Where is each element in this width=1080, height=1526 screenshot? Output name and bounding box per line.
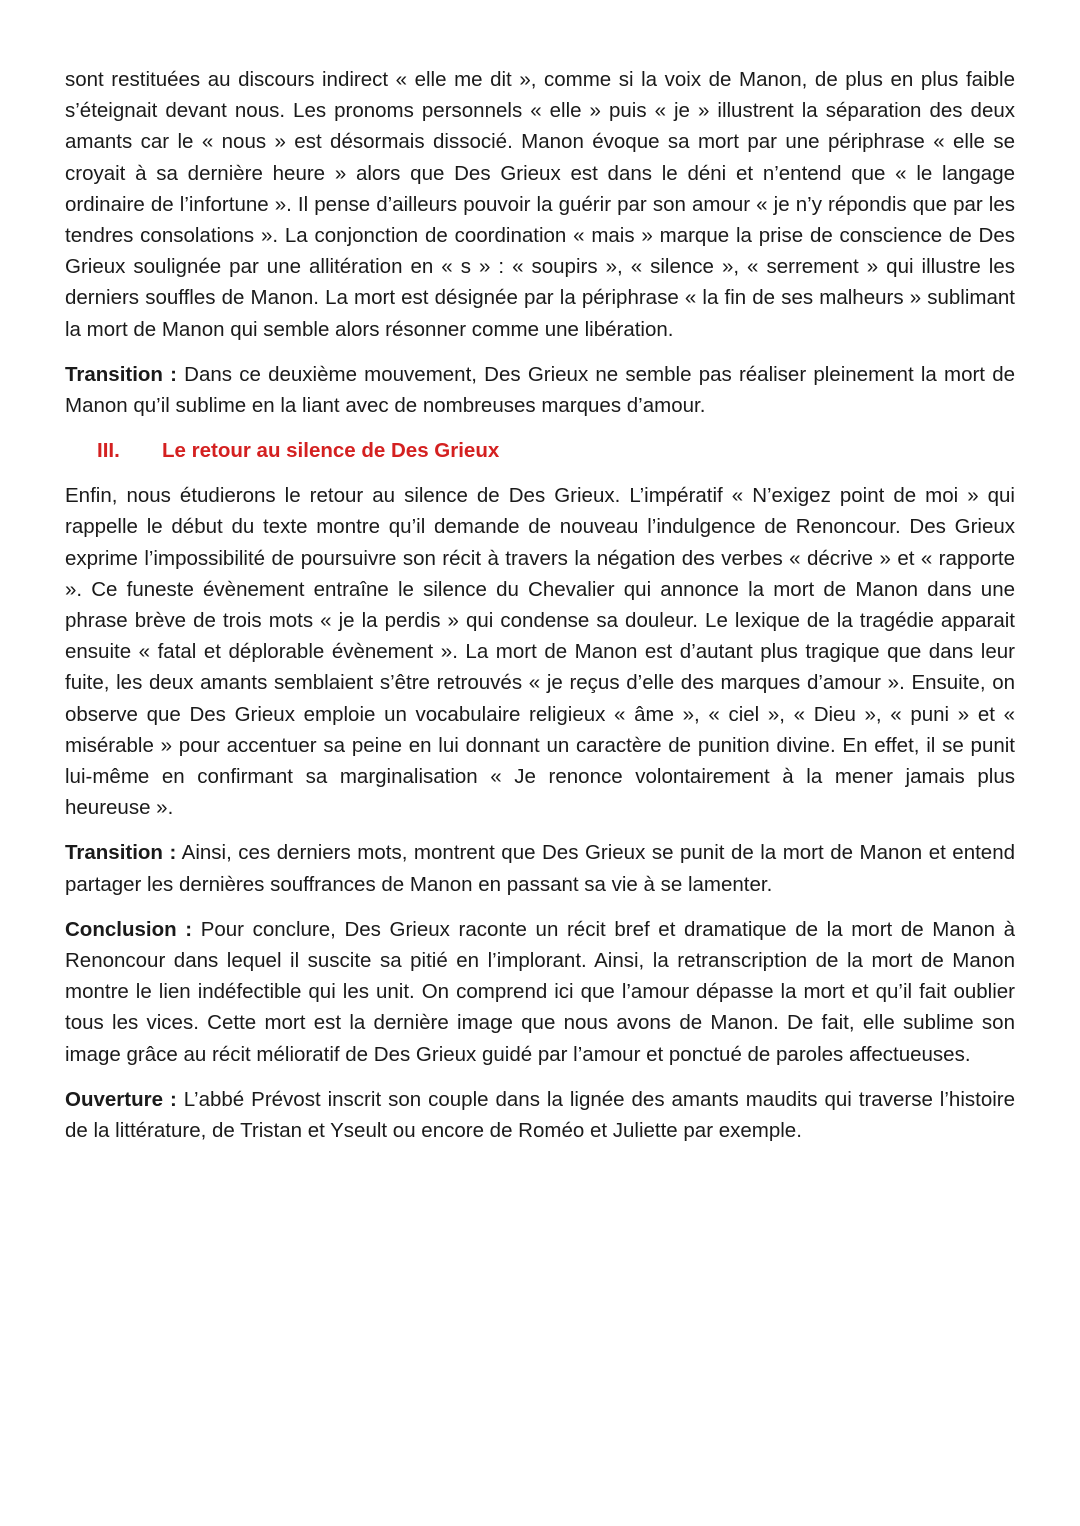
conclusion-label: Conclusion : bbox=[65, 917, 193, 941]
ouverture-text: L’abbé Prévost inscrit son couple dans la lignée des amants maudits qui traverse l’histoire de la littérature, de Tristan et Yseult ou encore de Roméo et Juliette par exemple. bbox=[65, 1087, 1015, 1143]
transition-paragraph-2 bbox=[65, 837, 1015, 899]
conclusion-paragraph bbox=[65, 914, 1015, 1070]
conclusion-text: Pour conclure, Des Grieux raconte un récit bref et dramatique de la mort de Manon à Renoncour dans lequel il suscite sa pitié en l’implorant. Ainsi, la retranscription de la mort de Manon montre le lien indéfectible qui les unit. On comprend ici que l’amour dépasse la mort et qu’il fait oublier tous les vices. Cette mort est la dernière image que nous avons de Manon. De fait, elle sublime son image grâce au récit mélioratif de Des Grieux guidé par l’amour et ponctué de paroles affectueuses. bbox=[65, 917, 1015, 1066]
transition-text-1: Dans ce deuxième mouvement, Des Grieux ne semble pas réaliser pleinement la mort de Manon qu’il sublime en la liant avec de nombreuses marques d’amour. bbox=[65, 362, 1015, 418]
transition-label-2: Transition : bbox=[65, 841, 177, 865]
section-title-text: Le retour au silence de Des Grieux bbox=[162, 439, 500, 463]
ouverture-label: Ouverture : bbox=[65, 1087, 177, 1111]
section3-paragraph: Enfin, nous étudierons le retour au silence de Des Grieux. L’impératif « N’exigez point de moi » qui rappelle le début du texte montre qu’il demande de nouveau l’indulgence de Renoncour. Des Grieux exprime l’impossibilité de poursuivre son récit à travers la négation des verbes « décrive » et « rapporte ». Ce funeste évènement entraîne le silence du Chevalier qui annonce la mort de Manon dans une phrase brève de trois mots « je la perdis » qui condense sa douleur. Le lexique de la tragédie apparait ensuite « fatal et déplorable évènement ». La mort de Manon est d’autant plus tragique que dans leur fuite, les deux amants semblaient s’être retrouvés « je reçus d’elle des marques d’amour ». Ensuite, on observe que Des Grieux emploie un vocabulaire religieux « âme », « ciel », « Dieu », « puni » et « misérable » pour accentuer sa peine en lui donnant un caractère de punition divine. En effet, il se punit lui-même en confirmant sa marginalisation « Je renonce volontairement à la mener jamais plus heureuse ». bbox=[65, 484, 1015, 820]
transition-paragraph-1 bbox=[65, 359, 1015, 421]
document-page bbox=[65, 64, 1015, 1160]
intro-paragraph: sont restituées au discours indirect « elle me dit », comme si la voix de Manon, de plus en plus faible s’éteignait devant nous. Les pronoms personnels « elle » puis « je » illustrent la séparation des deux amants car le « nous » est désormais dissocié. Manon évoque sa mort par une périphrase « elle se croyait à sa dernière heure » alors que Des Grieux est dans le déni et n’entend que « le langage ordinaire de l’infortune ». Il pense d’ailleurs pouvoir la guérir par son amour « je n’y répondis que par les tendres consolations ». La conjonction de coordination « mais » marque la prise de conscience de Des Grieux soulignée par une allitération en « s » : « soupirs », « silence », « serrement » qui illustre les derniers souffles de Manon. La mort est désignée par la périphrase « la fin de ses malheurs » sublimant la mort de Manon qui semble alors résonner comme une libération. bbox=[65, 68, 1015, 341]
section-number: III. bbox=[97, 439, 120, 463]
transition-text-2: Ainsi, ces derniers mots, montrent que Des Grieux se punit de la mort de Manon et entend partager les dernières souffrances de Manon en passant sa vie à se lamenter. bbox=[65, 841, 1015, 896]
section-heading-3 bbox=[65, 435, 1015, 466]
transition-label-1: Transition : bbox=[65, 362, 177, 386]
ouverture-paragraph bbox=[65, 1084, 1015, 1146]
